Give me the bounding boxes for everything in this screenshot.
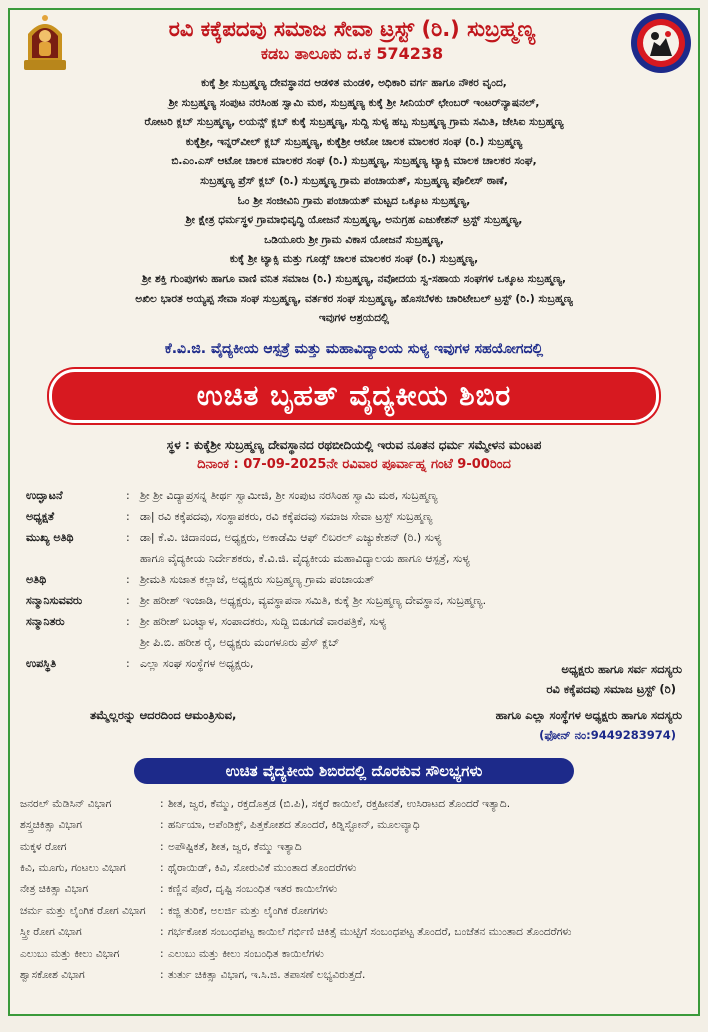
facility-department: ಕಿವಿ, ಮೂಗು, ಗಂಟಲು ವಿಭಾಗ: [20, 861, 126, 874]
organizer-line: ಶ್ರೀ ಕ್ಷೇತ್ರ ಧರ್ಮಸ್ಥಳ ಗ್ರಾಮಾಭಿವೃದ್ಧಿ ಯೋಜನೆ ಸುಬ್ರಹ್ಮಣ್ಯ, ಅನುಗ್ರಹ ಎಜುಕೇಶನ್ ಟ್ರಸ್ಟ್ ಸುಬ್ರಹ್ಮಣ್ಯ,: [185, 214, 523, 227]
facility-services: ಎಲುಬು ಮತ್ತು ಕೀಲು ಸಂಬಂಧಿತ ಕಾಯಿಲೆಗಳು: [168, 947, 324, 960]
deity-emblem-icon: [18, 12, 72, 72]
role-text: ಶ್ರೀ ಹರೀಶ್ ಬಂಟ್ವಾಳ, ಸಂಪಾದಕರು, ಸುದ್ದಿ ಬಿಡುಗಡೆ ವಾರಪತ್ರಿಕೆ, ಸುಳ್ಯ: [140, 614, 387, 628]
facility-row: ಕಿವಿ, ಮೂಗು, ಗಂಟಲು ವಿಭಾಗ : ಥೈರಾಯಿಡ್, ಕಿವಿ, ಸೋರುವಿಕೆ ಮುಂತಾದ ತೊಂದರೆಗಳು: [20, 858, 698, 879]
facility-row: ಎಲುಬು ಮತ್ತು ಕೀಲು ವಿಭಾಗ : ಎಲುಬು ಮತ್ತು ಕೀಲು ಸಂಬಂಧಿತ ಕಾಯಿಲೆಗಳು: [20, 944, 698, 965]
organizer-line: ಕುಕ್ಕೆಶ್ರೀ, ಇನ್ನರ್‌ವೀಲ್ ಕ್ಲಬ್ ಸುಬ್ರಹ್ಮಣ್ಯ, ಕುಕ್ಕೆಶ್ರೀ ಆಟೋ ಚಾಲಕ ಮಾಲಕರ ಸಂಘ (ರಿ.) ಸುಬ್ರಹ್ಮಣ್ಯ: [185, 135, 523, 148]
facility-services: ಗರ್ಭಕೋಶ ಸಂಬಂಧಪಟ್ಟ ಕಾಯಿಲೆ ಗರ್ಭಿಣಿ ಚಿಕಿತ್ಸೆ ಮುಟ್ಟಿಗೆ ಸಂಬಂಧಪಟ್ಟ ತೊಂದರೆ, ಬಂಜೆತನ ಮುಂತಾದ ತೊಂದರೆಗಳು: [168, 926, 572, 939]
role-text: ಶ್ರೀ ಶ್ರೀ ವಿದ್ಯಾಪ್ರಸನ್ನ ತೀರ್ಥ ಸ್ವಾಮೀಜಿ, ಶ್ರೀ ಸಂಪುಟ ನರಸಿಂಹ ಸ್ವಾಮಿ ಮಠ, ಸುಬ್ರಹ್ಮಣ್ಯ: [140, 488, 438, 502]
facility-services: ತುರ್ತು ಚಿಕಿತ್ಸಾ ವಿಭಾಗ, ಇ.ಸಿ.ಜಿ. ತಪಾಸಣೆ ಲಭ್ಯವಿರುತ್ತದೆ.: [168, 968, 366, 981]
invitation-trust: ರವಿ ಕಕ್ಕೆಪದವು ಸಮಾಜ ಟ್ರಸ್ಟ್ (ರಿ): [546, 681, 676, 696]
trust-address: ಕಡಬ ತಾಲೂಕು ದ.ಕ 574238: [260, 44, 444, 63]
facility-department: ಜನರಲ್ ಮೆಡಿಸಿನ್ ವಿಭಾಗ: [20, 797, 112, 810]
facility-services: ಹರ್ನಿಯಾ, ಅಪೆಂಡಿಕ್ಸ್, ಪಿತ್ತಕೋಶದ ತೊಂದರೆ, ಕಿಡ್ನಿಸ್ಟೋನ್, ಮೂಲವ್ಯಾಧಿ: [168, 819, 420, 832]
facility-row: ಶಸ್ತ್ರಚಿಕಿತ್ಸಾ ವಿಭಾಗ : ಹರ್ನಿಯಾ, ಅಪೆಂಡಿಕ್ಸ್, ಪಿತ್ತಕೋಶದ ತೊಂದರೆ, ಕಿಡ್ನಿಸ್ಟೋನ್, ಮೂಲವ್ಯಾಧಿ: [20, 815, 698, 836]
facility-services: ಅಪೌಷ್ಟಿಕತೆ, ಶೀತ, ಜ್ವರ, ಕೆಮ್ಮು ಇತ್ಯಾದಿ: [168, 840, 302, 853]
role-row: ಸನ್ಮಾನಿತರು : ಶ್ರೀ ಹರೀಶ್ ಬಂಟ್ವಾಳ, ಸಂಪಾದಕರು, ಸುದ್ದಿ ಬಿಡುಗಡೆ ವಾರಪತ್ರಿಕೆ, ಸುಳ್ಯ: [26, 611, 698, 632]
role-label: [26, 632, 126, 653]
role-text: ಎಲ್ಲಾ ಸಂಘ ಸಂಸ್ಥೆಗಳ ಅಧ್ಯಕ್ಷರು,: [140, 656, 254, 670]
venue-line: ಸ್ಥಳ : ಕುಕ್ಕೆಶ್ರೀ ಸುಬ್ರಹ್ಮಣ್ಯ ದೇವಸ್ಥಾನದ ರಥಬೀದಿಯಲ್ಲಿ ಇರುವ ನೂತನ ಧರ್ಮ ಸಮ್ಮೇಳನ ಮಂಟಪ: [166, 437, 542, 452]
role-label: ಅತಿಥಿ: [26, 572, 47, 586]
organizer-line: ಶ್ರೀ ಶಕ್ತಿ ಗುಂಪುಗಳು ಹಾಗೂ ವಾಣಿ ವನಿತ ಸಮಾಜ (ರಿ.) ಸುಬ್ರಹ್ಮಣ್ಯ, ನವೋದಯ ಸ್ವ-ಸಹಾಯ ಸಂಘಗಳ ಒಕ್ಕೂಟ ಸುಬ್ರಹ್ಮಣ್ಯ,: [141, 272, 567, 285]
role-text: ಹಾಗೂ ವೈದ್ಯಕೀಯ ನಿರ್ದೇಶಕರು, ಕೆ.ವಿ.ಜಿ. ವೈದ್ಯಕೀಯ ಮಹಾವಿದ್ಯಾಲಯ ಹಾಗೂ ಆಸ್ಪತ್ರೆ, ಸುಳ್ಯ: [140, 551, 470, 565]
facility-department: ಮಕ್ಕಳ ರೋಗ: [20, 840, 67, 853]
organizer-line: ರೋಟರಿ ಕ್ಲಬ್ ಸುಬ್ರಹ್ಮಣ್ಯ, ಲಯನ್ಸ್ ಕ್ಲಬ್ ಕುಕ್ಕೆ ಸುಬ್ರಹ್ಮಣ್ಯ, ಸುದ್ದಿ ಸುಳ್ಯ ಹಬ್ಬ ಸುಬ್ರಹ್ಮಣ್ಯ ಗ್ರಾಮ ಸಮಿತಿ, ಜೇಸಿಐ ಸುಬ್ರಹ್ಮಣ್ಯ: [144, 116, 564, 129]
organizer-line: ಕುಕ್ಕೆ ಶ್ರೀ ಟ್ಯಾಕ್ಸಿ ಮತ್ತು ಗೂಡ್ಸ್ ಚಾಲಕ ಮಾಲಕರ ಸಂಘ (ರಿ.) ಸುಬ್ರಹ್ಮಣ್ಯ,: [229, 253, 479, 266]
facility-row: ಚರ್ಮ ಮತ್ತು ಲೈಂಗಿಕ ರೋಗ ವಿಭಾಗ : ಕಜ್ಜಿ ತುರಿಕೆ, ಅಲರ್ಜಿ ಮತ್ತು ಲೈಂಗಿಕ ರೋಗಗಳು: [20, 901, 698, 922]
invitation-presidents: ಅಧ್ಯಕ್ಷರು ಹಾಗೂ ಸರ್ವ ಸದಸ್ಯರು: [561, 661, 682, 676]
role-text: ಶ್ರೀ ಹರೀಶ್ ಇಂಜಾಡಿ, ಅಧ್ಯಕ್ಷರು, ವ್ಯವಸ್ಥಾಪನಾ ಸಮಿತಿ, ಕುಕ್ಕೆ ಶ್ರೀ ಸುಬ್ರಹ್ಮಣ್ಯ ದೇವಸ್ಥಾನ, ಸುಬ್ರಹ್ಮಣ್ಯ.: [140, 593, 487, 607]
role-label: ಉಪಸ್ಥಿತಿ: [26, 656, 57, 670]
facility-services: ಶೀತ, ಜ್ವರ, ಕೆಮ್ಮು, ರಕ್ತದೊತ್ತಡ (ಬಿ.ಪಿ), ಸಕ್ಕರೆ ಕಾಯಿಲೆ, ರಕ್ತಹೀನತೆ, ಉಸಿರಾಟದ ತೊಂದರೆ ಇತ್ಯಾದಿ.: [168, 797, 511, 810]
date-line: ದಿನಾಂಕ : 07-09-2025ನೇ ರವಿವಾರ ಪೂರ್ವಾಹ್ನ ಗಂಟೆ 9-00ರಿಂದ: [197, 456, 511, 472]
facilities-heading: ಉಚಿತ ವೈದ್ಯಕೀಯ ಶಿಬಿರದಲ್ಲಿ ದೊರಕುವ ಸೌಲಭ್ಯಗಳು: [134, 758, 574, 784]
organizers-list: [24, 74, 684, 329]
invitation-greeting: ತಮ್ಮೆಲ್ಲರನ್ನು ಆದರದಿಂದ ಆಮಂತ್ರಿಸುವ,: [90, 707, 237, 722]
role-label: ಅಧ್ಯಕ್ಷತೆ: [26, 509, 55, 523]
role-row: ಮುಖ್ಯ ಅತಿಥಿ : ಡಾ| ಕೆ.ವಿ. ಚಿದಾನಂದ, ಅಧ್ಯಕ್ಷರು, ಅಕಾಡೆಮಿ ಆಫ್ ಲಿಬರಲ್ ಎಜ್ಯುಕೇಶನ್ (ರಿ.) ಸುಳ್ಯ: [26, 527, 698, 548]
facility-department: ಎಲುಬು ಮತ್ತು ಕೀಲು ವಿಭಾಗ: [20, 947, 120, 960]
role-label: ಸನ್ಮಾನಿತರು: [26, 614, 65, 628]
organizer-line: ಇವುಗಳ ಆಶ್ರಯದಲ್ಲಿ: [318, 312, 390, 325]
trust-title: ರವಿ ಕಕ್ಕೆಪದವು ಸಮಾಜ ಸೇವಾ ಟ್ರಸ್ಟ್ (ರಿ.) ಸುಬ್ರಹ್ಮಣ್ಯ: [168, 17, 536, 41]
role-row: [26, 548, 698, 569]
role-label: ಉದ್ಘಾಟನೆ: [26, 488, 63, 502]
facility-department: ಶಸ್ತ್ರಚಿಕಿತ್ಸಾ ವಿಭಾಗ: [20, 819, 83, 832]
header: [10, 10, 698, 74]
role-text: ಡಾ| ರವಿ ಕಕ್ಕೆಪದವು, ಸಂಸ್ಥಾಪಕರು, ರವಿ ಕಕ್ಕೆಪದವು ಸಮಾಜ ಸೇವಾ ಟ್ರಸ್ಟ್ ಸುಬ್ರಹ್ಮಣ್ಯ: [140, 509, 433, 523]
role-text: ಶ್ರೀ ಪಿ.ಬಿ. ಹರೀಶ ರೈ, ಅಧ್ಯಕ್ಷರು ಮಂಗಳೂರು ಪ್ರೆಸ್ ಕ್ಲಬ್: [140, 635, 340, 649]
role-row: ಅತಿಥಿ : ಶ್ರೀಮತಿ ಸುಜಾತ ಕಲ್ಲಾಜೆ, ಅಧ್ಯಕ್ಷರು ಸುಬ್ರಹ್ಮಣ್ಯ ಗ್ರಾಮ ಪಂಚಾಯತ್: [26, 569, 698, 590]
cooperation-line: ಕೆ.ವಿ.ಜಿ. ವೈದ್ಯಕೀಯ ಆಸ್ಪತ್ರೆ ಮತ್ತು ಮಹಾವಿದ್ಯಾಲಯ ಸುಳ್ಯ ಇವುಗಳ ಸಹಯೋಗದಲ್ಲಿ: [164, 340, 544, 357]
facility-row: ಮಕ್ಕಳ ರೋಗ : ಅಪೌಷ್ಟಿಕತೆ, ಶೀತ, ಜ್ವರ, ಕೆಮ್ಮು ಇತ್ಯಾದಿ: [20, 837, 698, 858]
facility-services: ಕಣ್ಣಿನ ಪೊರೆ, ದೃಷ್ಟಿ ಸಂಬಂಧಿತ ಇತರ ಕಾಯಿಲೆಗಳು: [168, 883, 338, 896]
role-row: ಅಧ್ಯಕ್ಷತೆ : ಡಾ| ರವಿ ಕಕ್ಕೆಪದವು, ಸಂಸ್ಥಾಪಕರು, ರವಿ ಕಕ್ಕೆಪದವು ಸಮಾಜ ಸೇವಾ ಟ್ರಸ್ಟ್ ಸುಬ್ರಹ್ಮಣ್ಯ: [26, 506, 698, 527]
role-label: ಮುಖ್ಯ ಅತಿಥಿ: [26, 530, 74, 544]
role-text: ಶ್ರೀಮತಿ ಸುಜಾತ ಕಲ್ಲಾಜೆ, ಅಧ್ಯಕ್ಷರು ಸುಬ್ರಹ್ಮಣ್ಯ ಗ್ರಾಮ ಪಂಚಾಯತ್: [140, 572, 375, 586]
organizer-line: ಒಡಿಯೂರು ಶ್ರೀ ಗ್ರಾಮ ವಿಕಾಸ ಯೋಜನೆ ಸುಬ್ರಹ್ಮಣ್ಯ,: [264, 233, 444, 246]
organizer-line: ಕುಕ್ಕೆ ಶ್ರೀ ಸುಬ್ರಹ್ಮಣ್ಯ ದೇವಸ್ಥಾನದ ಆಡಳಿತ ಮಂಡಳಿ, ಅಧಿಕಾರಿ ವರ್ಗ ಹಾಗೂ ನೌಕರ ವೃಂದ,: [201, 77, 507, 89]
role-row: ಉದ್ಘಾಟನೆ : ಶ್ರೀ ಶ್ರೀ ವಿದ್ಯಾಪ್ರಸನ್ನ ತೀರ್ಥ ಸ್ವಾಮೀಜಿ, ಶ್ರೀ ಸಂಪುಟ ನರಸಿಂಹ ಸ್ವಾಮಿ ಮಠ, ಸುಬ್ರಹ್ಮಣ್ಯ: [26, 485, 698, 506]
facility-department: ಚರ್ಮ ಮತ್ತು ಲೈಂಗಿಕ ರೋಗ ವಿಭಾಗ: [20, 904, 146, 917]
facility-services: ಕಜ್ಜಿ ತುರಿಕೆ, ಅಲರ್ಜಿ ಮತ್ತು ಲೈಂಗಿಕ ರೋಗಗಳು: [168, 904, 328, 917]
organizer-line: ಬಿ.ಎಂ.ಎಸ್ ಆಟೋ ಚಾಲಕ ಮಾಲಕರ ಸಂಘ (ರಿ.) ಸುಬ್ರಹ್ಮಣ್ಯ, ಸುಬ್ರಹ್ಮಣ್ಯ ಟ್ಯಾಕ್ಸಿ ಮಾಲಕ ಚಾಲಕರ ಸಂಘ,: [171, 155, 537, 168]
organizer-line: ಶ್ರೀ ಸುಬ್ರಹ್ಮಣ್ಯ ಸಂಪುಟ ನರಸಿಂಹ ಸ್ವಾಮಿ ಮಠ, ಸುಬ್ರಹ್ಮಣ್ಯ ಕುಕ್ಕೆ ಶ್ರೀ ಸೀನಿಯರ್ ಛೇಂಬರ್ ಇಂಟರ್‌ನ್ಯಾಷನಲ್,: [168, 96, 540, 109]
role-text: ಡಾ| ಕೆ.ವಿ. ಚಿದಾನಂದ, ಅಧ್ಯಕ್ಷರು, ಅಕಾಡೆಮಿ ಆಫ್ ಲಿಬರಲ್ ಎಜ್ಯುಕೇಶನ್ (ರಿ.) ಸುಳ್ಯ: [140, 530, 442, 544]
role-label: ಸನ್ಮಾನಿಸುವವರು: [26, 593, 83, 607]
facility-department: ಶ್ವಾಸಕೋಶ ವಿಭಾಗ: [20, 968, 85, 981]
role-label: [26, 548, 126, 569]
invitation-members: ಹಾಗೂ ಎಲ್ಲಾ ಸಂಸ್ಥೆಗಳ ಅಧ್ಯಕ್ಷರು ಹಾಗೂ ಸದಸ್ಯರು: [495, 707, 682, 722]
facility-row: ನೇತ್ರ ಚಿಕಿತ್ಸಾ ವಿಭಾಗ : ಕಣ್ಣಿನ ಪೊರೆ, ದೃಷ್ಟಿ ಸಂಬಂಧಿತ ಇತರ ಕಾಯಿಲೆಗಳು: [20, 879, 698, 900]
organizer-line: ಓಂ ಶ್ರೀ ಸಂಜೀವಿನಿ ಗ್ರಾಮ ಪಂಚಾಯತ್ ಮಟ್ಟದ ಒಕ್ಕೂಟ ಸುಬ್ರಹ್ಮಣ್ಯ,: [237, 194, 471, 207]
facility-row: ಜನರಲ್ ಮೆಡಿಸಿನ್ ವಿಭಾಗ : ಶೀತ, ಜ್ವರ, ಕೆಮ್ಮು, ರಕ್ತದೊತ್ತಡ (ಬಿ.ಪಿ), ಸಕ್ಕರೆ ಕಾಯಿಲೆ, ರಕ್ತಹೀನತೆ, ಉಸಿರಾಟದ ತೊಂದರೆ ಇತ್ಯಾದಿ.: [20, 794, 698, 815]
dignitaries-list: [26, 485, 698, 674]
role-row: ಸನ್ಮಾನಿಸುವವರು : ಶ್ರೀ ಹರೀಶ್ ಇಂಜಾಡಿ, ಅಧ್ಯಕ್ಷರು, ವ್ಯವಸ್ಥಾಪನಾ ಸಮಿತಿ, ಕುಕ್ಕೆ ಶ್ರೀ ಸುಬ್ರಹ್ಮಣ್ಯ ದೇವಸ್ಥಾನ, ಸುಬ್ರಹ್ಮಣ್ಯ.: [26, 590, 698, 611]
facility-services: ಥೈರಾಯಿಡ್, ಕಿವಿ, ಸೋರುವಿಕೆ ಮುಂತಾದ ತೊಂದರೆಗಳು: [168, 861, 357, 874]
facility-row: ಶ್ವಾಸಕೋಶ ವಿಭಾಗ : ತುರ್ತು ಚಿಕಿತ್ಸಾ ವಿಭಾಗ, ಇ.ಸಿ.ಜಿ. ತಪಾಸಣೆ ಲಭ್ಯವಿರುತ್ತದೆ.: [20, 965, 698, 986]
trust-seal-icon: [630, 12, 692, 74]
role-row: ಉಪಸ್ಥಿತಿ : ಎಲ್ಲಾ ಸಂಘ ಸಂಸ್ಥೆಗಳ ಅಧ್ಯಕ್ಷರು,: [26, 653, 698, 674]
facilities-list: [20, 794, 698, 987]
organizer-line: ಸುಬ್ರಹ್ಮಣ್ಯ ಪ್ರೆಸ್ ಕ್ಲಬ್ (ರಿ.) ಸುಬ್ರಹ್ಮಣ್ಯ ಗ್ರಾಮ ಪಂಚಾಯತ್, ಸುಬ್ರಹ್ಮಣ್ಯ ಪೊಲೀಸ್ ಠಾಣೆ,: [200, 174, 508, 187]
facility-department: ನೇತ್ರ ಚಿಕಿತ್ಸಾ ವಿಭಾಗ: [20, 883, 89, 896]
role-row: [26, 632, 698, 653]
facility-row: ಸ್ತ್ರೀ ರೋಗ ವಿಭಾಗ : ಗರ್ಭಕೋಶ ಸಂಬಂಧಪಟ್ಟ ಕಾಯಿಲೆ ಗರ್ಭಿಣಿ ಚಿಕಿತ್ಸೆ ಮುಟ್ಟಿಗೆ ಸಂಬಂಧಪಟ್ಟ ತೊಂದರೆ, ಬಂಜೆತನ ಮುಂತಾದ ತೊಂದರೆಗಳು: [20, 922, 698, 943]
poster: [8, 8, 700, 1016]
phone-number: (ಫೋನ್ ನಂ:9449283974): [539, 727, 676, 742]
camp-banner: ಉಚಿತ ಬೃಹತ್ ವೈದ್ಯಕೀಯ ಶಿಬಿರ: [49, 369, 659, 423]
facility-department: ಸ್ತ್ರೀ ರೋಗ ವಿಭಾಗ: [20, 926, 82, 939]
organizer-line: ಅಖಿಲ ಭಾರತ ಅಯ್ಯಪ್ಪ ಸೇವಾ ಸಂಘ ಸುಬ್ರಹ್ಮಣ್ಯ, ವರ್ತಕರ ಸಂಘ ಸುಬ್ರಹ್ಮಣ್ಯ, ಹೊಸಬೆಳಕು ಚಾರಿಟೇಬಲ್ ಟ್ರಸ್ಟ್ (ರಿ.) ಸುಬ್ರಹ್ಮಣ್ಯ: [135, 292, 573, 305]
